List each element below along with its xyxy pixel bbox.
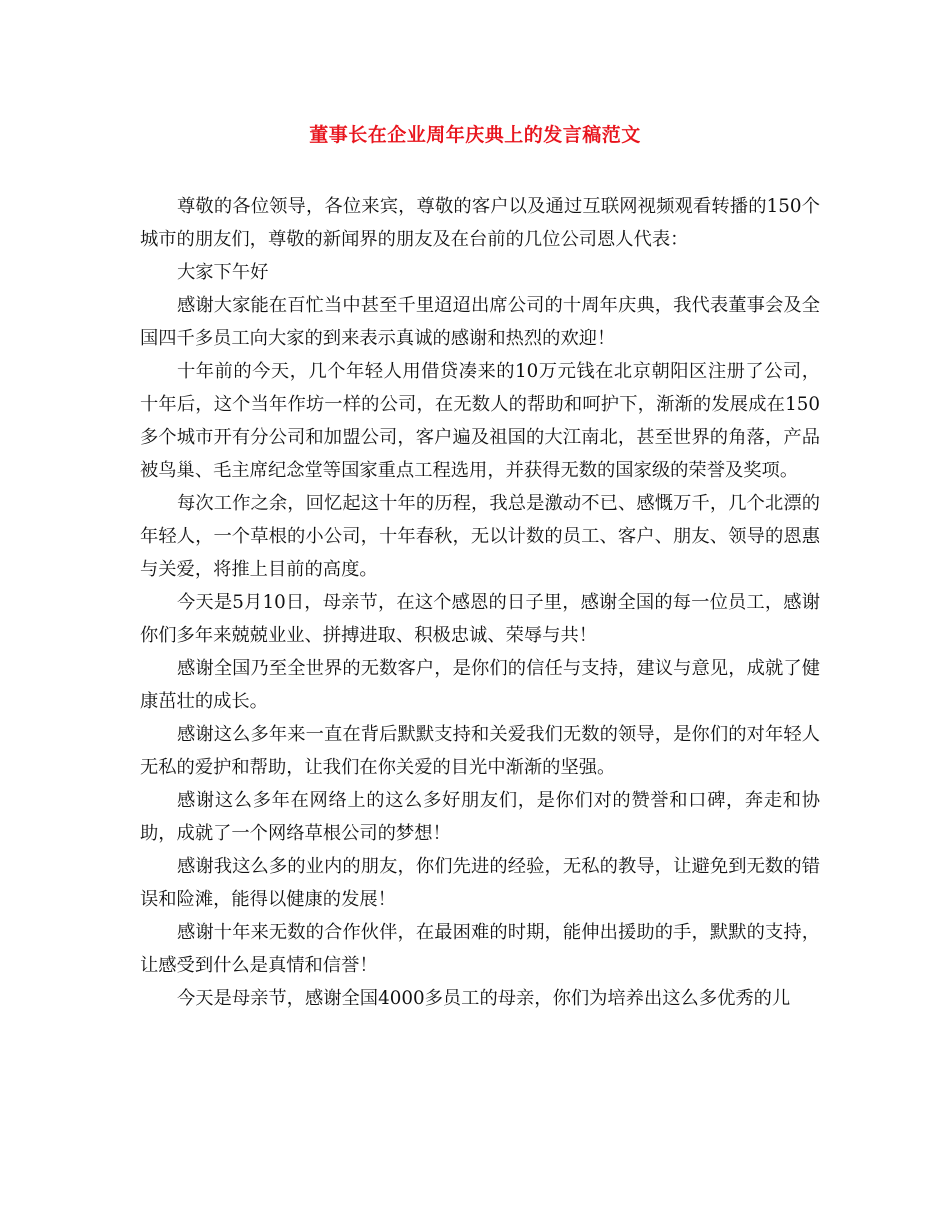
document-body [140, 190, 820, 1015]
paragraph-thanks-customers: 感谢全国乃至全世界的无数客户，是你们的信任与支持，建议与意见，成就了健康茁壮的成长。 [140, 658, 820, 712]
paragraph-thanks-mothers: 今天是母亲节，感谢全国4000多员工的母亲，你们为培养出这么多优秀的儿 [177, 988, 791, 1009]
paragraph-greeting: 尊敬的各位领导，各位来宾，尊敬的客户以及通过互联网视频观看转播的150个城市的朋友们，尊敬的新闻界的朋友及在台前的几位公司恩人代表： [140, 196, 820, 250]
paragraph-hello: 大家下午好 [177, 262, 269, 283]
paragraph-reflection: 每次工作之余，回忆起这十年的历程，我总是激动不已、感慨万千，几个北漂的年轻人，一个草根的小公司，十年春秋，无以计数的员工、客户、朋友、领导的恩惠与关爱，将推上目前的高度。 [140, 493, 820, 580]
paragraph-history: 十年前的今天，几个年轻人用借贷凑来的10万元钱在北京朝阳区注册了公司，十年后，这个当年作坊一样的公司，在无数人的帮助和呵护下，渐渐的发展成在150多个城市开有分公司和加盟公司，客户遍及祖国的大江南北，甚至世界的角落，产品被鸟巢、毛主席纪念堂等国家重点工程选用，并获得无数的国家级的荣誉及奖项。 [140, 361, 820, 481]
paragraph-thanks-leaders: 感谢这么多年来一直在背后默默支持和关爱我们无数的领导，是你们的对年轻人无私的爱护和帮助，让我们在你关爱的目光中渐渐的坚强。 [140, 724, 820, 778]
paragraph-thanks-partners: 感谢十年来无数的合作伙伴，在最困难的时期，能伸出援助的手，默默的支持，让感受到什么是真情和信誉！ [140, 922, 820, 976]
paragraph-mothers-day: 今天是5月10日，母亲节，在这个感恩的日子里，感谢全国的每一位员工，感谢你们多年来兢兢业业、拼搏进取、积极忠诚、荣辱与共！ [140, 592, 820, 646]
document-title: 董事长在企业周年庆典上的发言稿范文 [309, 124, 641, 146]
paragraph-thanks-attendance: 感谢大家能在百忙当中甚至千里迢迢出席公司的十周年庆典，我代表董事会及全国四千多员工向大家的到来表示真诚的感谢和热烈的欢迎！ [140, 295, 820, 349]
paragraph-thanks-online-friends: 感谢这么多年在网络上的这么多好朋友们，是你们对的赞誉和口碑，奔走和协助，成就了一个网络草根公司的梦想！ [140, 790, 820, 844]
paragraph-thanks-industry: 感谢我这么多的业内的朋友，你们先进的经验，无私的教导，让避免到无数的错误和险滩，能得以健康的发展！ [140, 856, 820, 910]
